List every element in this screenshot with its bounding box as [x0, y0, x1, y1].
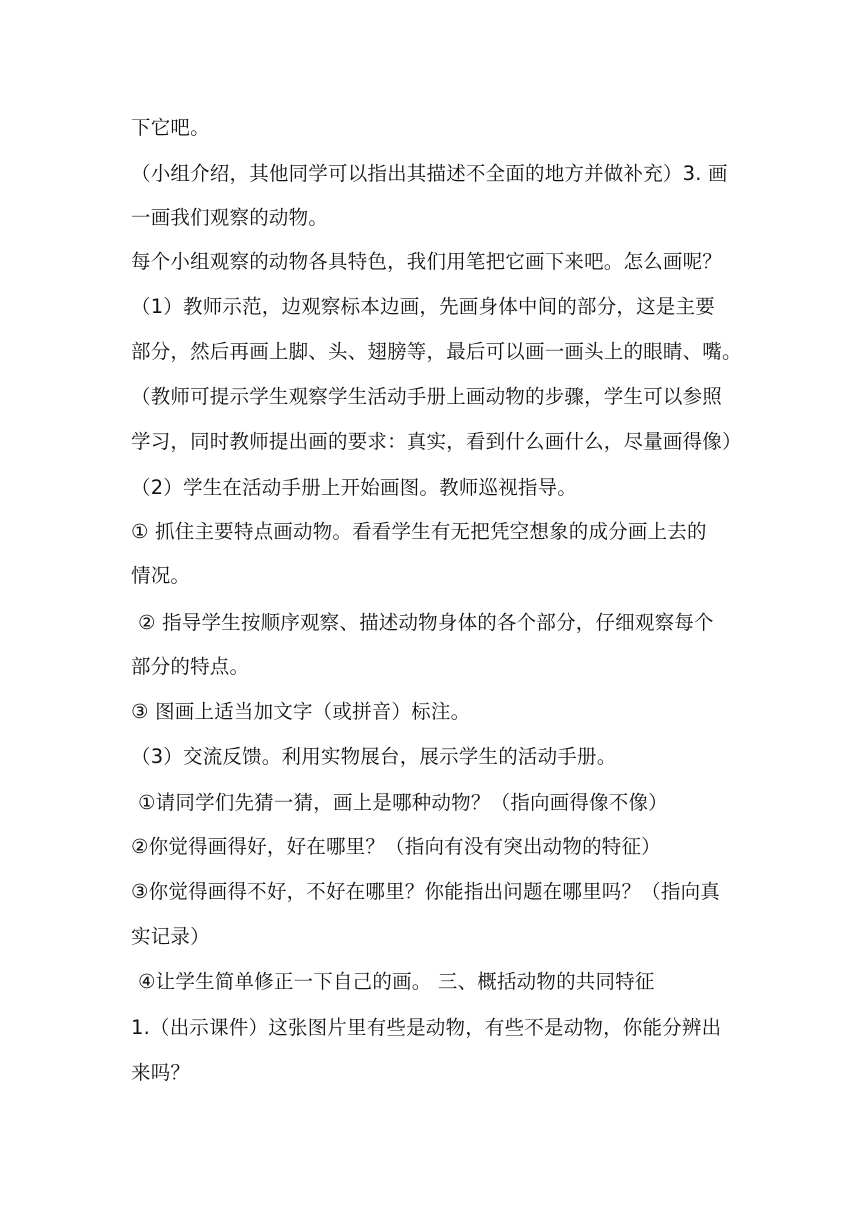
- text-line: （2）学生在活动手册上开始画图。教师巡视指导。: [131, 476, 578, 499]
- text-line: 每个小组观察的动物各具特色，我们用笔把它画下来吧。怎么画呢？: [131, 250, 723, 273]
- text-line: 情况。: [131, 564, 191, 587]
- text-line: ③你觉得画得不好，不好在哪里？你能指出问题在哪里吗？（指向真: [131, 880, 720, 903]
- text-line: （小组介绍，其他同学可以指出其描述不全面的地方并做补充）3. 画: [131, 162, 728, 185]
- text-line: （3）交流反馈。利用实物展台，展示学生的活动手册。: [131, 745, 617, 768]
- text-line: 部分，然后再画上脚、头、翅膀等，最后可以画一画头上的眼睛、嘴。: [131, 340, 742, 363]
- text-line: 实记录）: [131, 925, 210, 948]
- text-line: ② 指导学生按顺序观察、描述动物身体的各个部分，仔细观察每个: [138, 611, 714, 634]
- text-line: ④让学生简单修正一下自己的画。 三、概括动物的共同特征: [138, 970, 655, 993]
- text-line: 一画我们观察的动物。: [131, 206, 329, 229]
- text-line: 1.（出示课件）这张图片里有些是动物，有些不是动物，你能分辨出: [131, 1016, 722, 1039]
- text-line: ①请同学们先猜一猜，画上是哪种动物？（指向画得像不像）: [138, 791, 668, 814]
- text-line: 来吗？: [131, 1061, 191, 1084]
- text-line: ②你觉得画得好，好在哪里？（指向有没有突出动物的特征）: [131, 835, 661, 858]
- text-line: （教师可提示学生观察学生活动手册上画动物的步骤，学生可以参照: [131, 385, 723, 408]
- text-line: 部分的特点。: [131, 655, 250, 678]
- text-line: ③ 图画上适当加文字（或拼音）标注。: [131, 700, 471, 723]
- text-line: （1）教师示范，边观察标本边画，先画身体中间的部分，这是主要: [131, 295, 715, 318]
- text-line: ① 抓住主要特点画动物。看看学生有无把凭空想象的成分画上去的: [131, 520, 707, 543]
- text-line: 下它吧。: [131, 116, 210, 139]
- text-line: 学习，同时教师提出画的要求：真实，看到什么画什么，尽量画得像）: [131, 430, 742, 453]
